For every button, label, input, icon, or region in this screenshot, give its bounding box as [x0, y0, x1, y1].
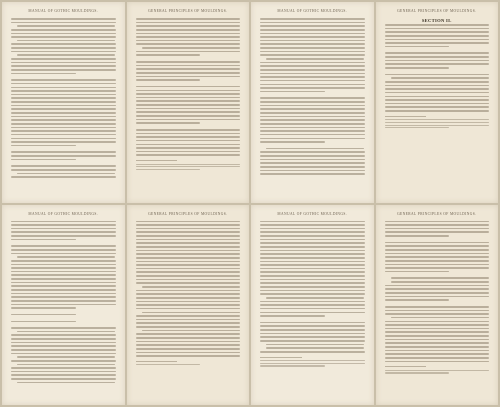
footnote-block	[260, 360, 365, 366]
running-head: GENERAL PRINCIPLES OF MOULDINGS.	[397, 9, 477, 13]
body-text-block	[136, 221, 241, 357]
document-page	[251, 2, 374, 203]
footnote-rule	[385, 366, 427, 367]
document-page	[376, 2, 499, 203]
body-text-block	[11, 221, 116, 384]
footnote-rule	[136, 361, 178, 362]
body-text-block	[385, 221, 490, 363]
document-page	[2, 2, 125, 203]
running-head: GENERAL PRINCIPLES OF MOULDINGS.	[397, 211, 477, 216]
running-head: GENERAL PRINCIPLES OF MOULDINGS.	[148, 9, 228, 13]
footnote-block	[385, 370, 490, 374]
document-page	[127, 205, 250, 406]
footnote-rule	[385, 116, 427, 117]
document-page	[251, 205, 374, 406]
document-page	[127, 2, 250, 203]
body-text-block	[260, 221, 365, 353]
running-head: MANUAL OF GOTHIC MOULDINGS.	[28, 211, 99, 216]
footnote-block	[385, 119, 490, 128]
footnote-rule	[136, 160, 178, 161]
running-head: GENERAL PRINCIPLES OF MOULDINGS.	[148, 211, 228, 216]
body-text-block	[260, 18, 365, 175]
footnote-rule	[260, 357, 302, 358]
page-spread-grid	[2, 2, 498, 405]
document-page	[376, 205, 499, 406]
footnote-block	[136, 364, 241, 365]
running-head: MANUAL OF GOTHIC MOULDINGS.	[277, 9, 348, 13]
running-head: MANUAL OF GOTHIC MOULDINGS.	[28, 9, 99, 13]
document-page	[2, 205, 125, 406]
section-heading: SECTION II.	[421, 18, 452, 23]
body-text-block	[136, 18, 241, 156]
body-text-block	[11, 18, 116, 178]
footnote-block	[136, 164, 241, 170]
running-head: MANUAL OF GOTHIC MOULDINGS.	[277, 211, 348, 216]
body-text-block	[385, 24, 490, 112]
